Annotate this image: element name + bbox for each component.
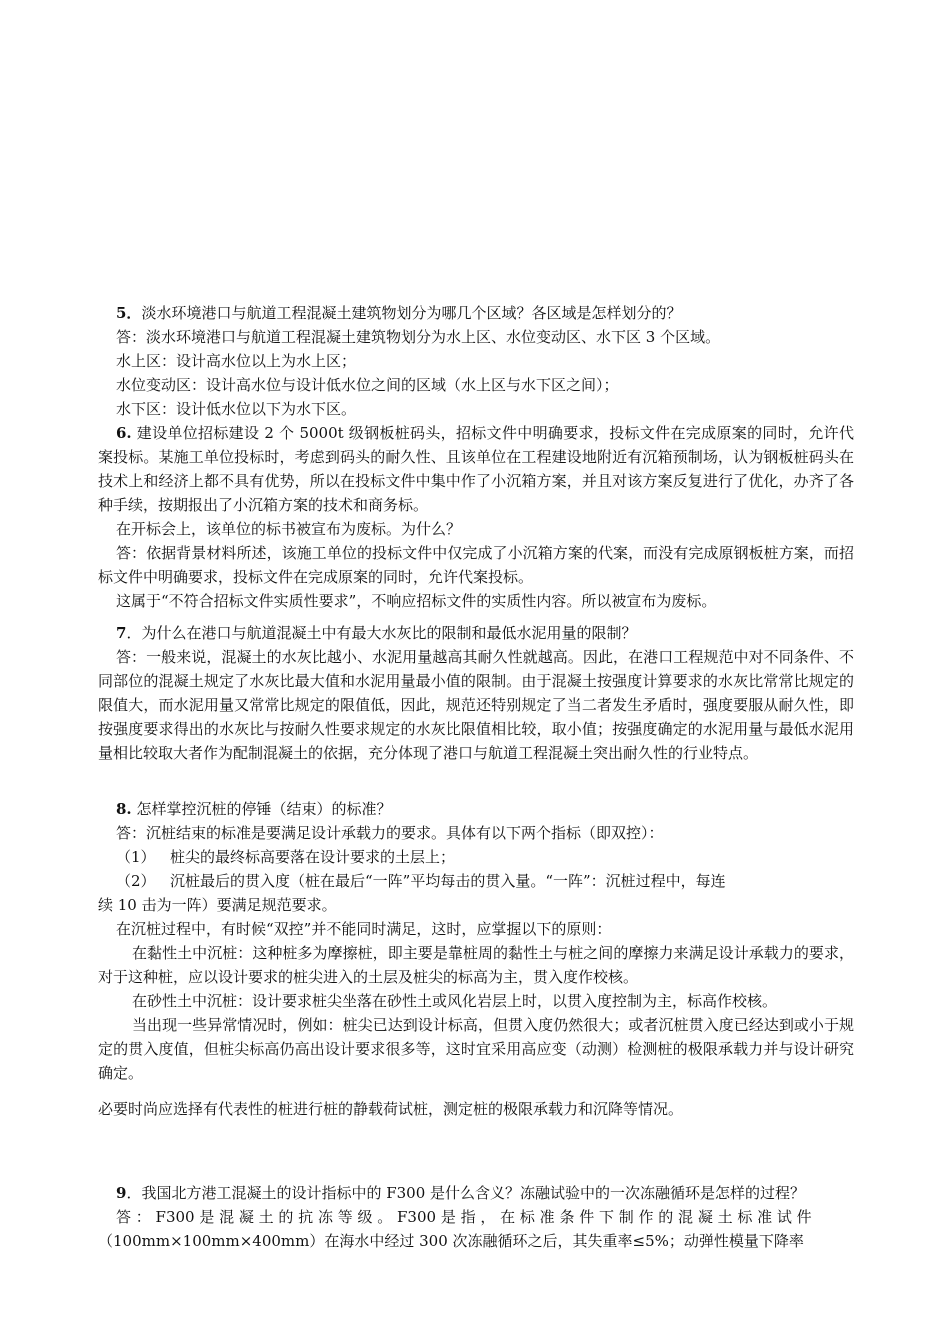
question-text: ．我国北方港工混凝土的设计指标中的 F300 是什么含义？冻融试验中的一次冻融循环是怎样的过程？ [126,1184,806,1202]
question-5 [98,301,854,325]
criterion-2 [98,869,854,893]
question-7 [98,621,854,645]
question-text: 淡水环境港口与航道工程混凝土建筑物划分为哪几个区域？各区域是怎样划分的？ [141,304,682,322]
zone-underwater: 水下区：设计低水位以下为水下区。 [116,400,357,418]
answer-7: 答：一般来说，混凝土的水灰比越小、水泥用量越高其耐久性就越高。因此，在港口工程规范中对不同条件、不同部位的混凝土规定了水灰比最大值和水泥用量最小值的限制。由于混凝土按强度计算要求的水灰比常常比规定的限值大，而水泥用量又常常比规定的限值低，因此，规范还特别规定了当二者发生矛盾时，强度要服从耐久性，即按强度要求得出的水灰比与按耐久性要求规定的水灰比限值相比较，取小值；按强度确定的水泥用量与最低水泥用量相比较取大者作为配制混凝土的依据，充分体现了港口与航道工程混凝土突出耐久性的行业特点。 [98,648,854,762]
criterion-1 [98,845,854,869]
question-7-section [98,621,854,765]
question-number: 7 [116,624,127,642]
zone-water-level-change: 水位变动区：设计高水位与设计低水位之间的区域（水上区与水下区之间）； [116,376,619,394]
question-6-section [98,421,854,613]
zone-above-water: 水上区：设计高水位以上为水上区； [116,352,357,370]
question-9-section [98,1181,854,1253]
question-9 [98,1181,854,1205]
answer-9-line-2: （100mm×100mm×400mm）在海水中经过 300 次冻融循环之后，其失重率≤5%；动弹性模量下降率 [98,1232,804,1250]
question-text: 怎样掌控沉桩的停锤（结束）的标准？ [131,800,392,818]
question-8 [98,797,854,821]
question-text: 建设单位招标建设 2 个 5000t 级钢板桩码头，招标文件中明确要求，投标文件在完成原案的同时，允许代案投标。某施工单位投标时，考虑到码头的耐久性、且该单位在工程建设地附近有沉箱预制场，认为钢板桩码头在技术上和经济上都不具有优势，所以在投标文件中集中作了小沉箱方案，并且对该方案反复进行了优化，办齐了各种手续，按期报出了小沉箱方案的技术和商务标。 [98,424,854,514]
list-marker: （2） [116,872,156,890]
list-text: 沉桩最后的贯入度（桩在最后“一阵”平均每击的贯入量。“一阵”：沉桩过程中，每连 [170,872,726,890]
question-number: 5． [116,304,142,322]
answer-9-line-1: 答 ： F300 是 混 凝 土 的 抗 冻 等 级 。 F300 是 指 ， 在 标 准 条 件 下 制 作 的 混 凝 土 标 准 试 件 [116,1208,812,1226]
answer-8: 答：沉桩结束的标准是要满足设计承载力的要求。具体有以下两个指标（即双控）： [116,824,664,842]
criterion-2-continuation: 续 10 击为一阵）要满足规范要求。 [98,896,337,914]
answer-5: 答：淡水环境港口与航道工程混凝土建筑物划分为水上区、水位变动区、水下区 3 个区域。 [116,328,721,346]
clay-soil-rule: 在黏性土中沉桩：这种桩多为摩擦桩，即主要是靠桩周的黏性土与桩之间的摩擦力来满足设计承载力的要求，对于这种桩，应以设计要求的桩尖进入的土层及桩尖的标高为主，贯入度作校核。 [98,944,854,986]
question-6 [98,421,854,517]
principle-intro: 在沉桩过程中，有时候“双控”并不能同时满足，这时，应掌握以下的原则： [116,920,612,938]
answer-6: 答：依据背景材料所述，该施工单位的投标文件中仅完成了小沉箱方案的代案，而没有完成原钢板桩方案，而招标文件中明确要求，投标文件在完成原案的同时，允许代案投标。 [98,544,854,586]
list-marker: （1） [116,848,156,866]
question-number: 6. [116,424,132,442]
question-number: 8. [116,800,132,818]
answer-6-conclusion: 这属于“不符合招标文件实质性要求”，不响应招标文件的实质性内容。所以被宣布为废标。 [116,592,717,610]
question-5-section [98,301,854,421]
question-8-section [98,797,854,1121]
question-number: 9 [116,1184,127,1202]
static-load-test-note: 必要时尚应选择有代表性的桩进行桩的静载荷试桩，测定桩的极限承载力和沉降等情况。 [98,1100,684,1118]
sandy-soil-rule: 在砂性土中沉桩：设计要求桩尖坐落在砂性土或风化岩层上时，以贯入度控制为主，标高作校核。 [132,992,778,1010]
list-text: 桩尖的最终标高要落在设计要求的土层上； [170,848,456,866]
abnormal-case-rule: 当出现一些异常情况时，例如：桩尖已达到设计标高，但贯入度仍然很大；或者沉桩贯入度已经达到或小于规定的贯入度值，但桩尖标高仍高出设计要求很多等，这时宜采用高应变（动测）检测桩的极限承载力并与设计研究确定。 [98,1016,854,1082]
question-text: ．为什么在港口与航道混凝土中有最大水灰比的限制和最低水泥用量的限制？ [126,624,637,642]
question-6-situation: 在开标会上，该单位的标书被宣布为废标。为什么？ [116,520,462,538]
